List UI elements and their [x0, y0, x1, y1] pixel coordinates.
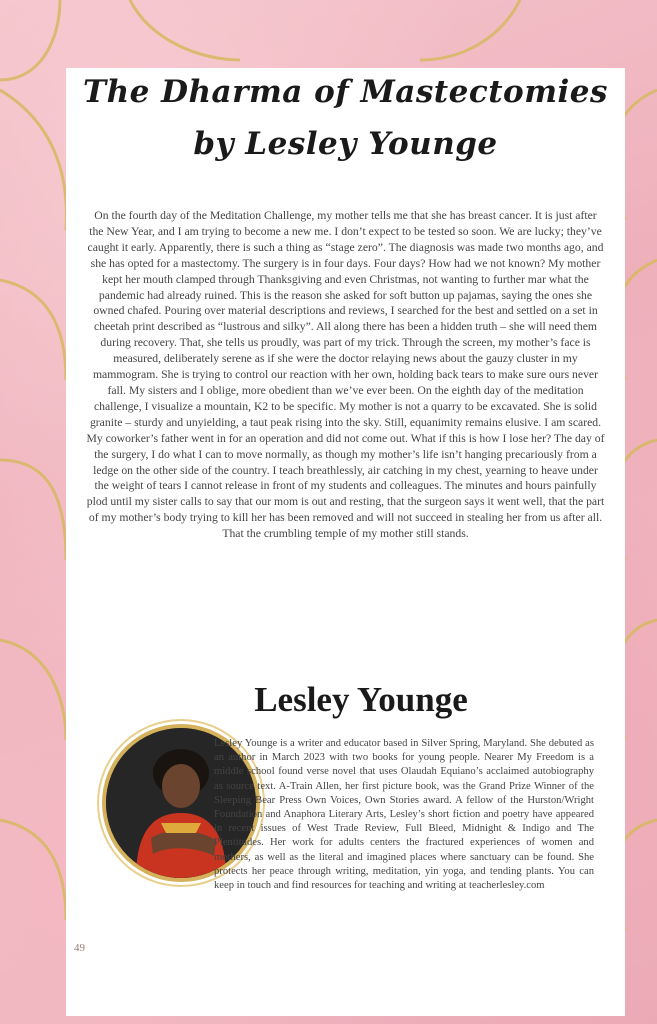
article-byline: by Lesley Younge [193, 126, 498, 162]
author-name-heading: Lesley Younge [254, 680, 468, 719]
page-number: 49 [74, 942, 85, 954]
author-bio: Lesley Younge is a writer and educator based in Silver Spring, Maryland. She debuted as an author in March 2023 with two books for young people. Nearer My Freedom is a middle school found verse novel that uses Olaudah Equiano’s acclaimed autobiography as source text. A-Train Allen, her first picture book, was the Grand Prize Winner of the Sleeping Bear Press Own Voices, Own Stories award. A fellow of the Hurston/Wright Foundation and Anaphora Literary Arts, Lesley’s short fiction and poetry have appeared in recent issues of West Trade Review, Full Bleed, Midnight & Indigo and The Plentitudes. Her work for adults centers the fractured experiences of women and mothers, as well as the literal and imagined places where sanctuary can be found. She protects her peace through writing, meditation, yin yoga, and tending plants. You can keep in touch and find resources for teaching and writing at teacherlesley.com [214, 738, 594, 892]
article-title: The Dharma of Mastectomies [83, 74, 608, 110]
article-page [66, 68, 625, 1016]
essay-text: On the fourth day of the Meditation Challenge, my mother tells me that she has breast cancer. It is just after the New Year, and I am trying to become a new me. I don’t expect to be tested so soon. We are lucky; they’ve caught it early. Apparently, there is such a thing as “stage zero”. The diagnosis was made two months ago, and she has opted for a mastectomy. The surgery is in four days. Four days? How had we not known? My mother kept her mouth clamped through Thanksgiving and even Christmas, not wanting to further mar what the pandemic had already ruined. This is the reason she asked for soft button up pajamas, saying the ones she owned chafed. Pouring over material descriptions and reviews, I searched for the best and settled on a set in cheetah print described as “lustrous and silky”. All along there has been a hidden truth – she will need them during recovery. That, she tells us proudly, was part of my trick. Through the screen, my mother’s face is measured, deliberately serene as if she were the doctor relaying news about the gauzy cluster in my mammogram. She is trying to control our reaction with her own, holding back tears to make sure ours never fall. My sisters and I oblige, more obedient than we’ve ever been. On the eighth day of the meditation challenge, I visualize a mountain, K2 to be specific. My mother is not a quarry to be excavated. She is solid granite – sturdy and unyielding, a taut peak rising into the sky. Still, equanimity remains elusive. I am scared. My coworker’s father went in for an operation and did not come out. What if this is how I lose her? The day of the surgery, I do what I can to move normally, as though my mother’s life isn’t hanging precariously from a ledge on the other side of the country. I teach breathlessly, air catching in my chest, yearning to heave under the weight of tears I cannot release in front of my students and colleagues. The minutes and hours painfully plod until my sister calls to say that our mom is out and resting, that the surgeon says it went well, that the part of my mother’s body trying to kill her has been removed and will not succeed in stealing her from us after all. That the crumbling temple of my mother still stands. [86, 209, 605, 541]
